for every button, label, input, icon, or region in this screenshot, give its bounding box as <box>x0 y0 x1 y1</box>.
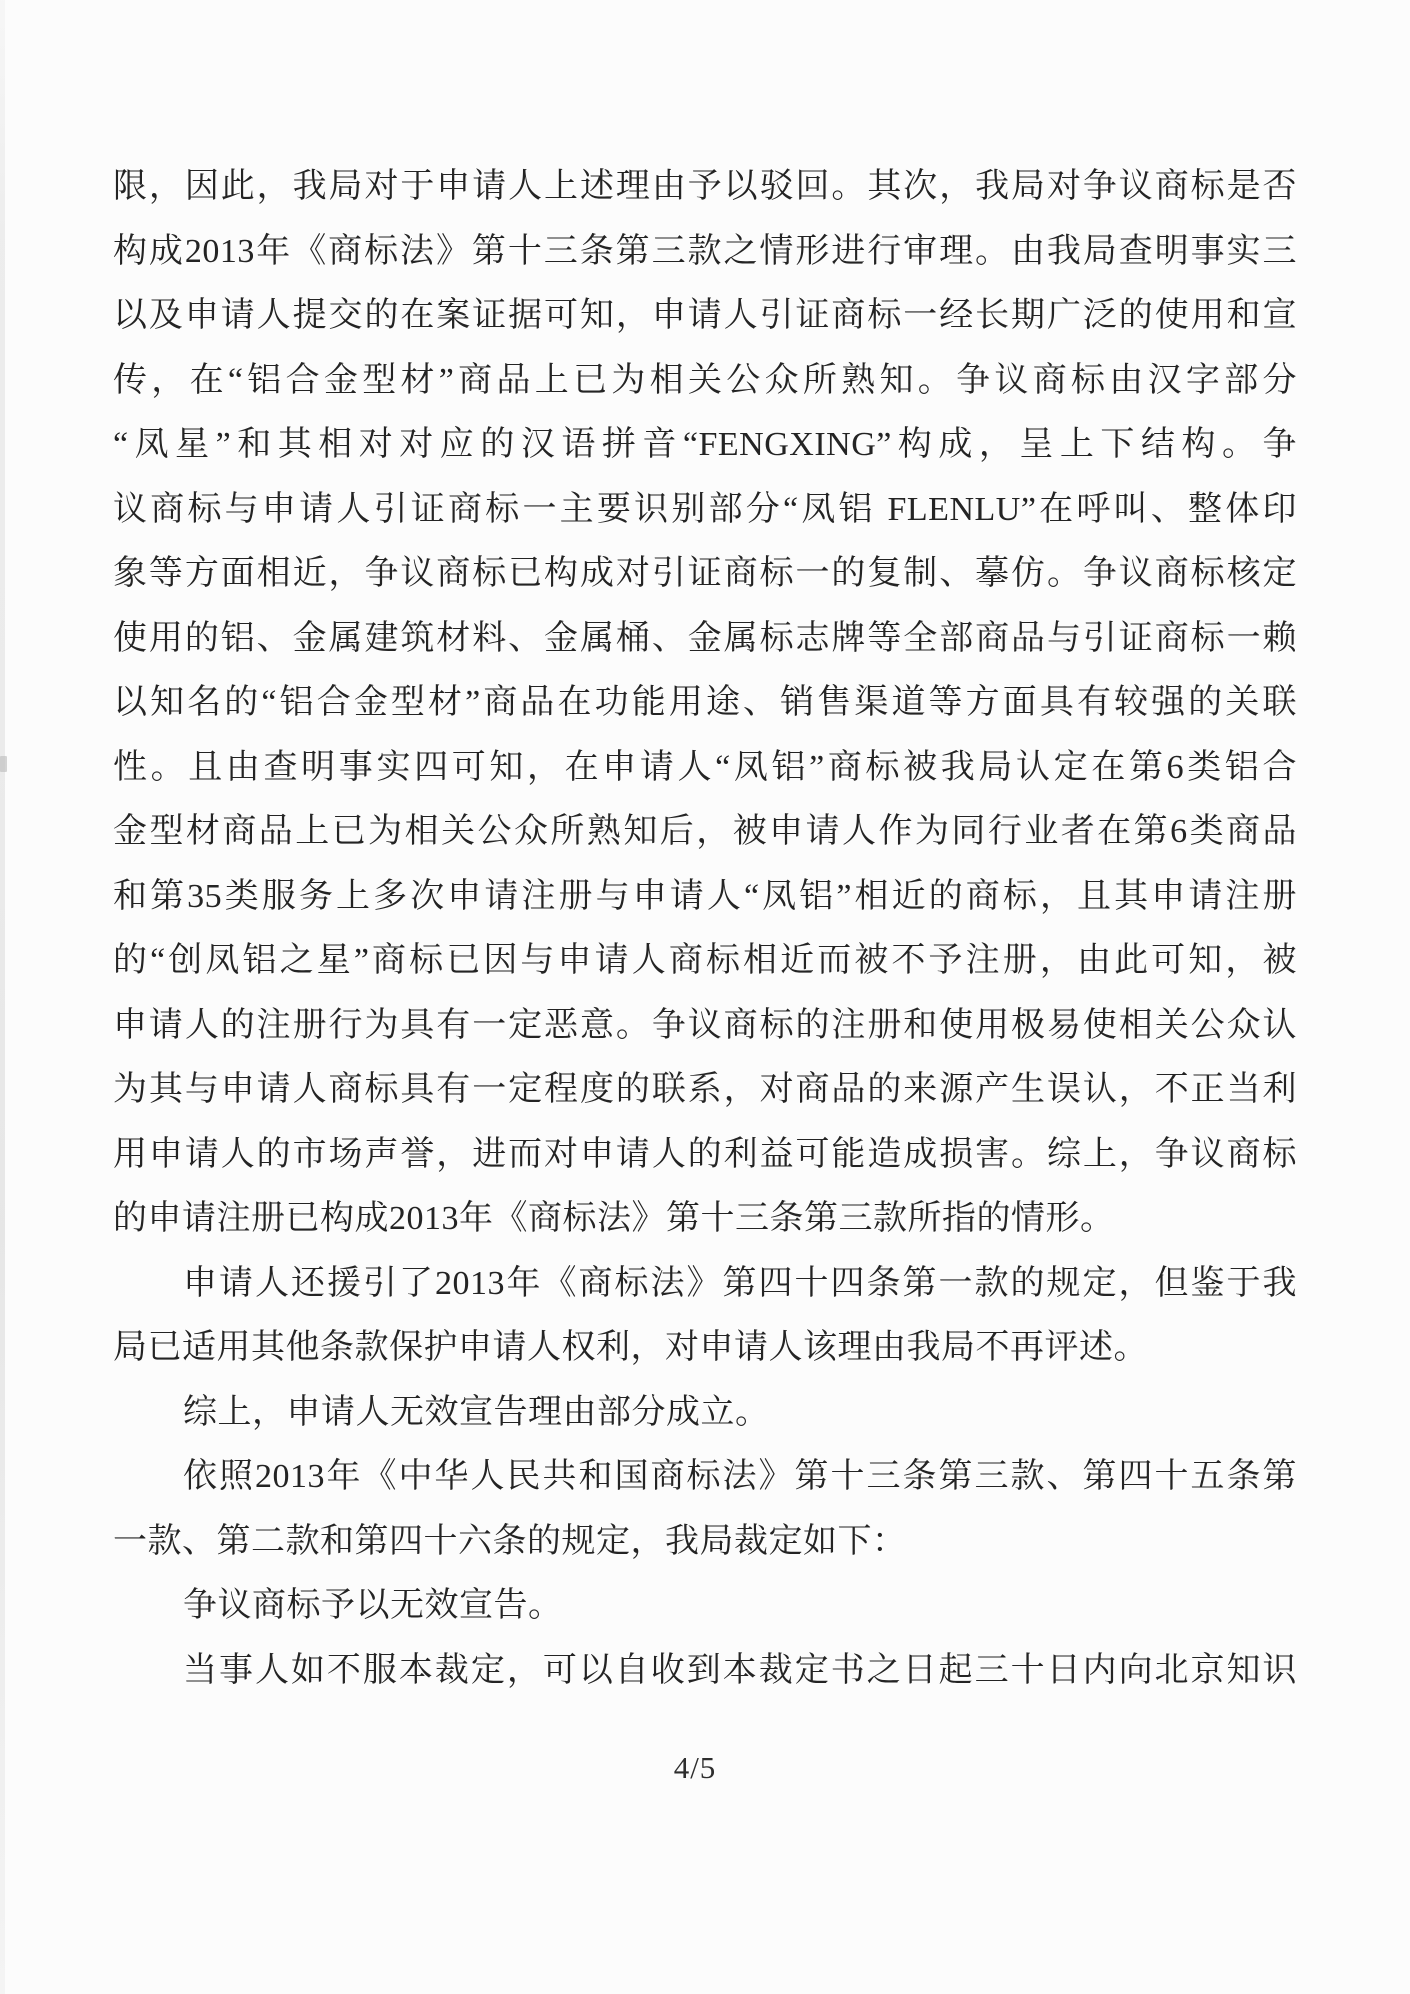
text-line: “凤星”和其相对对应的汉语拼音“FENGXING”构成，呈上下结构。争 <box>113 426 1297 463</box>
text-line: 象等方面相近，争议商标已构成对引证商标一的复制、摹仿。争议商标核定 <box>113 555 1297 592</box>
page-number: 4/5 <box>673 1750 717 1785</box>
text-line: 性。且由查明事实四可知，在申请人“凤铝”商标被我局认定在第6类铝合 <box>113 748 1297 786</box>
text-line: 用申请人的市场声誉，进而对申请人的利益可能造成损害。综上，争议商标 <box>113 1135 1297 1173</box>
text-line-paragraph-start: 依照2013年《中华人民共和国商标法》第十三条第三款、第四十五条第 <box>183 1458 1297 1495</box>
text-line: 以及申请人提交的在案证据可知，申请人引证商标一经长期广泛的使用和宣 <box>113 297 1297 334</box>
text-line: 为其与申请人商标具有一定程度的联系，对商品的来源产生误认，不正当利 <box>113 1071 1297 1108</box>
text-line: 局已适用其他条款保护申请人权利，对申请人该理由我局不再评述。 <box>113 1329 1148 1366</box>
text-line: 限，因此，我局对于申请人上述理由予以驳回。其次，我局对争议商标是否 <box>113 168 1297 205</box>
text-line: 议商标与申请人引证商标一主要识别部分“凤铝 FLENLU”在呼叫、整体印 <box>113 490 1297 528</box>
text-line: 金型材商品上已为相关公众所熟知后，被申请人作为同行业者在第6类商品 <box>113 813 1297 850</box>
text-line: 和第35类服务上多次申请注册与申请人“凤铝”相近的商标，且其申请注册 <box>113 877 1297 915</box>
text-line: 一款、第二款和第四十六条的规定，我局裁定如下： <box>113 1522 907 1560</box>
text-line-paragraph-start: 申请人还援引了2013年《商标法》第四十四条第一款的规定，但鉴于我 <box>183 1264 1297 1302</box>
text-line: 以知名的“铝合金型材”商品在功能用途、销售渠道等方面具有较强的关联 <box>113 684 1297 721</box>
text-line-paragraph-start: 当事人如不服本裁定，可以自收到本裁定书之日起三十日内向北京知识 <box>183 1651 1297 1689</box>
text-line-paragraph-start: 综上，申请人无效宣告理由部分成立。 <box>183 1393 770 1431</box>
text-line: 的申请注册已构成2013年《商标法》第十三条第三款所指的情形。 <box>113 1200 1115 1237</box>
scan-artifact-left-edge <box>0 0 5 1994</box>
text-line: 构成2013年《商标法》第十三条第三款之情形进行审理。由我局查明事实三 <box>113 232 1297 270</box>
scan-artifact-speck <box>0 756 7 772</box>
text-line: 使用的铝、金属建筑材料、金属桶、金属标志牌等全部商品与引证商标一赖 <box>113 619 1297 657</box>
text-line-paragraph-start: 争议商标予以无效宣告。 <box>183 1587 563 1624</box>
text-line: 的“创凤铝之星”商标已因与申请人商标相近而被不予注册，由此可知，被 <box>113 942 1297 979</box>
text-line: 申请人的注册行为具有一定恶意。争议商标的注册和使用极易使相关公众认 <box>113 1006 1297 1044</box>
text-line: 传，在“铝合金型材”商品上已为相关公众所熟知。争议商标由汉字部分 <box>113 361 1297 399</box>
document-body-text <box>113 155 1297 1703</box>
